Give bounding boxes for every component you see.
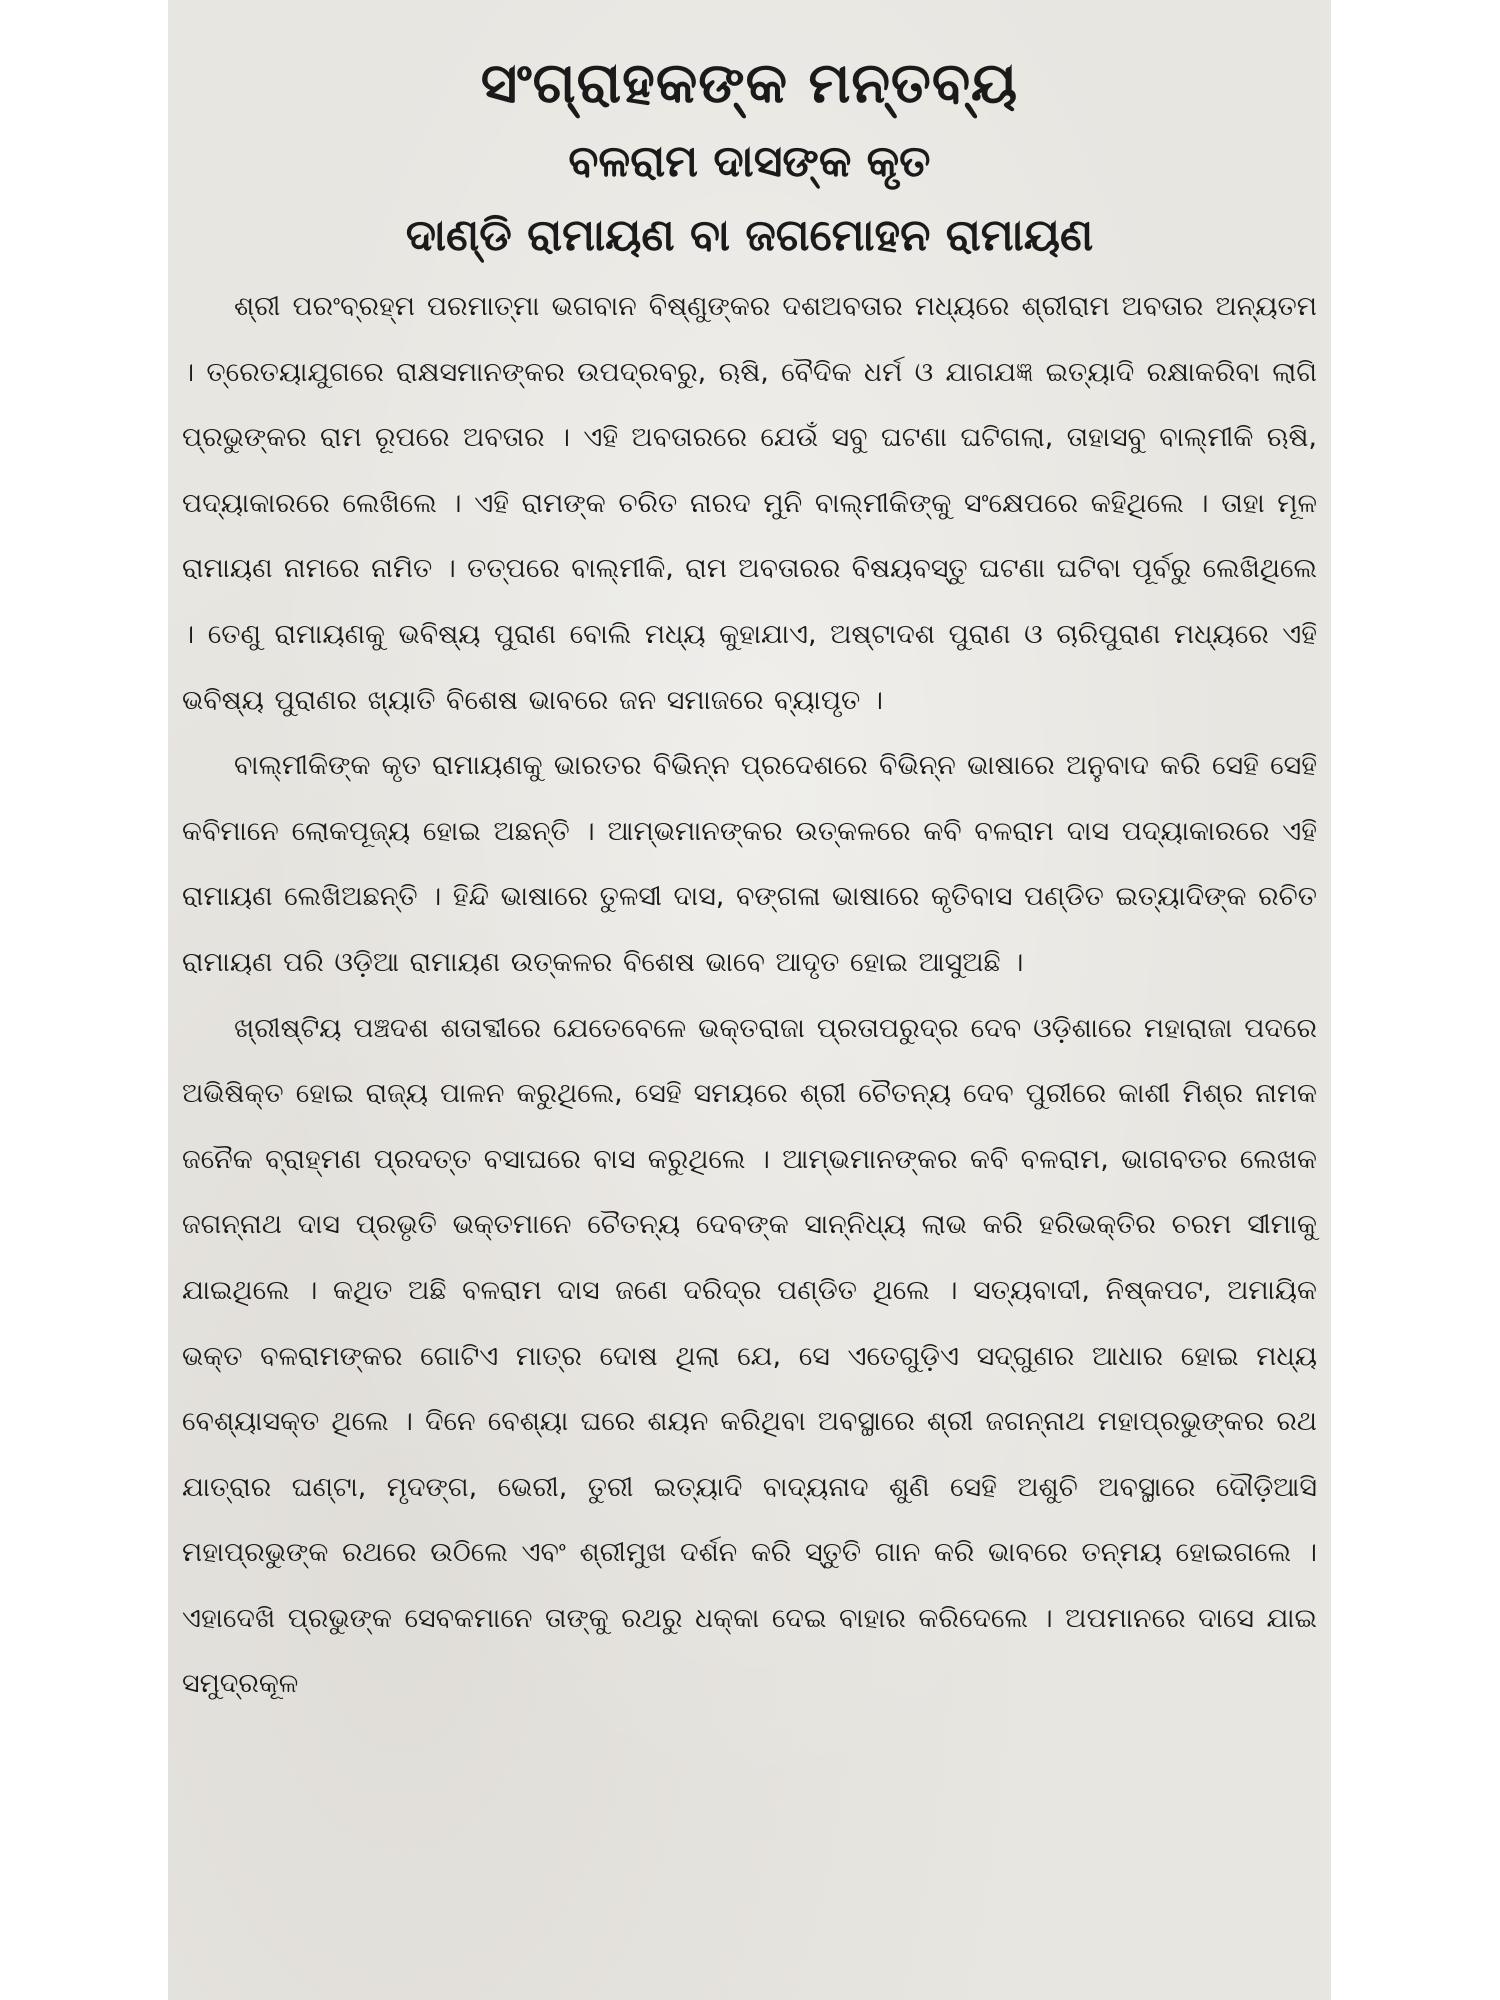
paragraph: ଶ୍ରୀ ପରଂବ୍ରହ୍ମ ପରମାତ୍ମା ଭଗବାନ ବିଷ୍ଣୁଙ୍କର ଦଶଅବତାର ମଧ୍ୟରେ ଶ୍ରୀରାମ ଅବତାର ଅନ୍ୟତମ । ତ୍ରେତୟାଯୁଗରେ ରାକ୍ଷସମାନଙ୍କର ଉପଦ୍ରବରୁ, ଋଷି, ବୈଦିକ ଧର୍ମ ଓ ଯାଗଯଜ୍ଞ ଇତ୍ୟାଦି ରକ୍ଷାକରିବା ଲାଗି ପ୍ରଭୁଙ୍କର ରାମ ରୂପରେ ଅବତାର । ଏହି ଅବତାରରେ ଯେଉଁ ସବୁ ଘଟଣା ଘଟିଗଲା, ତାହାସବୁ ବାଲ୍ମୀକି ଋଷି, ପଦ୍ୟାକାରରେ ଲେଖିଲେ । ଏହି ରାମଙ୍କ ଚରିତ ନାରଦ ମୁନି ବାଲ୍ମୀକିଙ୍କୁ ସଂକ୍ଷେପରେ କହିଥିଲେ । ତାହା ମୂଳ ରାମାୟଣ ନାମରେ ନାମିତ । ତତ୍ପରେ ବାଲ୍ମୀକି, ରାମ ଅବତାରର ବିଷୟବସ୍ତୁ ଘଟଣା ଘଟିବା ପୂର୍ବରୁ ଲେଖିଥିଲେ । ତେଣୁ ରାମାୟଣକୁ ଭବିଷ୍ୟ ପୁରାଣ ବୋଲି ମଧ୍ୟ କୁହାଯାଏ, ଅଷ୍ଟାଦଶ ପୁରାଣ ଓ ଚାରିପୁରାଣ ମଧ୍ୟରେ ଏହି ଭବିଷ୍ୟ ପୁରାଣର ଖ୍ୟାତି ବିଶେଷ ଭାବରେ ଜନ ସମାଜରେ ବ୍ୟାପୃତ । xyxy=(182,291,1317,716)
body-text xyxy=(182,274,1317,1717)
page-subtitle-work: ଦାଣ୍ଡି ରାମାୟଣ ବା ଜଗମୋହନ ରାମାୟଣ xyxy=(405,210,1094,261)
paragraph: ବାଲ୍ମୀକିଙ୍କ କୃତ ରାମାୟଣକୁ ଭାରତର ବିଭିନ୍ନ ପ୍ରଦେଶରେ ବିଭିନ୍ନ ଭାଷାରେ ଅନୁବାଦ କରି ସେହି ସେହି କବିମାନେ ଲୋକପୂଜ୍ୟ ହୋଇ ଅଛନ୍ତି । ଆମ୍ଭମାନଙ୍କର ଉତ୍କଳରେ କବି ବଳରାମ ଦାସ ପଦ୍ୟାକାରରେ ଏହି ରାମାୟଣ ଲେଖିଅଛନ୍ତି । ହିନ୍ଦି ଭାଷାରେ ତୁଳସୀ ଦାସ, ବଙ୍ଗଳା ଭାଷାରେ କୃତିବାସ ପଣ୍ଡିତ ଇତ୍ୟାଦିଙ୍କ ରଚିତ ରାମାୟଣ ପରି ଓଡ଼ିଆ ରାମାୟଣ ଉତ୍କଳର ବିଶେଷ ଭାବେ ଆଦୃତ ହୋଇ ଆସୁଅଛି । xyxy=(182,750,1317,978)
paragraph: ଖ୍ରୀଷ୍ଟିୟ ପଞ୍ଚଦଶ ଶତାବ୍ଦୀରେ ଯେତେବେଳେ ଭକ୍ତରାଜା ପ୍ରତାପରୁଦ୍ର ଦେବ ଓଡ଼ିଶାରେ ମହାରାଜା ପଦରେ ଅଭିଷିକ୍ତ ହୋଇ ରାଜ୍ୟ ପାଳନ କରୁଥିଲେ, ସେହି ସମୟରେ ଶ୍ରୀ ଚୈତନ୍ୟ ଦେବ ପୁରୀରେ କାଶୀ ମିଶ୍ର ନାମକ ଜନୈକ ବ୍ରାହ୍ମଣ ପ୍ରଦତ୍ତ ବସାଘରେ ବାସ କରୁଥିଲେ । ଆମ୍ଭମାନଙ୍କର କବି ବଳରାମ, ଭାଗବତର ଲେଖକ ଜଗନ୍ନାଥ ଦାସ ପ୍ରଭୃତି ଭକ୍ତମାନେ ଚୈତନ୍ୟ ଦେବଙ୍କ ସାନ୍ନିଧ୍ୟ ଲାଭ କରି ହରିଭକ୍ତିର ଚରମ ସୀମାକୁ ଯାଇଥିଲେ । କଥିତ ଅଛି ବଳରାମ ଦାସ ଜଣେ ଦରିଦ୍ର ପଣ୍ଡିତ ଥିଲେ । ସତ୍ୟବାଦୀ, ନିଷ୍କପଟ, ଅମାୟିକ ଭକ୍ତ ବଳରାମଙ୍କର ଗୋଟିଏ ମାତ୍ର ଦୋଷ ଥିଲା ଯେ, ସେ ଏତେଗୁଡ଼ିଏ ସଦ୍‌ଗୁଣର ଆଧାର ହୋଇ ମଧ୍ୟ ବେଶ୍ୟାସକ୍ତ ଥିଲେ । ଦିନେ ବେଶ୍ୟା ଘରେ ଶୟନ କରିଥିବା ଅବସ୍ଥାରେ ଶ୍ରୀ ଜଗନ୍ନାଥ ମହାପ୍ରଭୁଙ୍କର ରଥ ଯାତ୍ରାର ଘଣ୍ଟା, ମୃଦଙ୍ଗ, ଭେରୀ, ତୁରୀ ଇତ୍ୟାଦି ବାଦ୍ୟନାଦ ଶୁଣି ସେହି ଅଶୁଚି ଅବସ୍ଥାରେ ଦୌଡ଼ିଆସି ମହାପ୍ରଭୁଙ୍କ ରଥରେ ଉଠିଲେ ଏବଂ ଶ୍ରୀମୁଖ ଦର୍ଶନ କରି ସ୍ତୁତି ଗାନ କରି ଭାବରେ ତନ୍ମୟ ହୋଇଗଲେ । ଏହାଦେଖି ପ୍ରଭୁଙ୍କ ସେବକମାନେ ତାଙ୍କୁ ରଥରୁ ଧକ୍‌କା ଦେଇ ବାହାର କରିଦେଲେ । ଅପମାନରେ ଦାସେ ଯାଇ ସମୁଦ୍ରକୂଳ xyxy=(182,1012,1317,1700)
page-title: ସଂଗ୍ରାହକଙ୍କ ମନ୍ତବ୍ୟ xyxy=(480,51,1019,116)
document-page xyxy=(168,0,1331,2000)
page-subtitle-author: ବଳରାମ ଦାସଙ୍କ କୃତ xyxy=(568,136,931,187)
